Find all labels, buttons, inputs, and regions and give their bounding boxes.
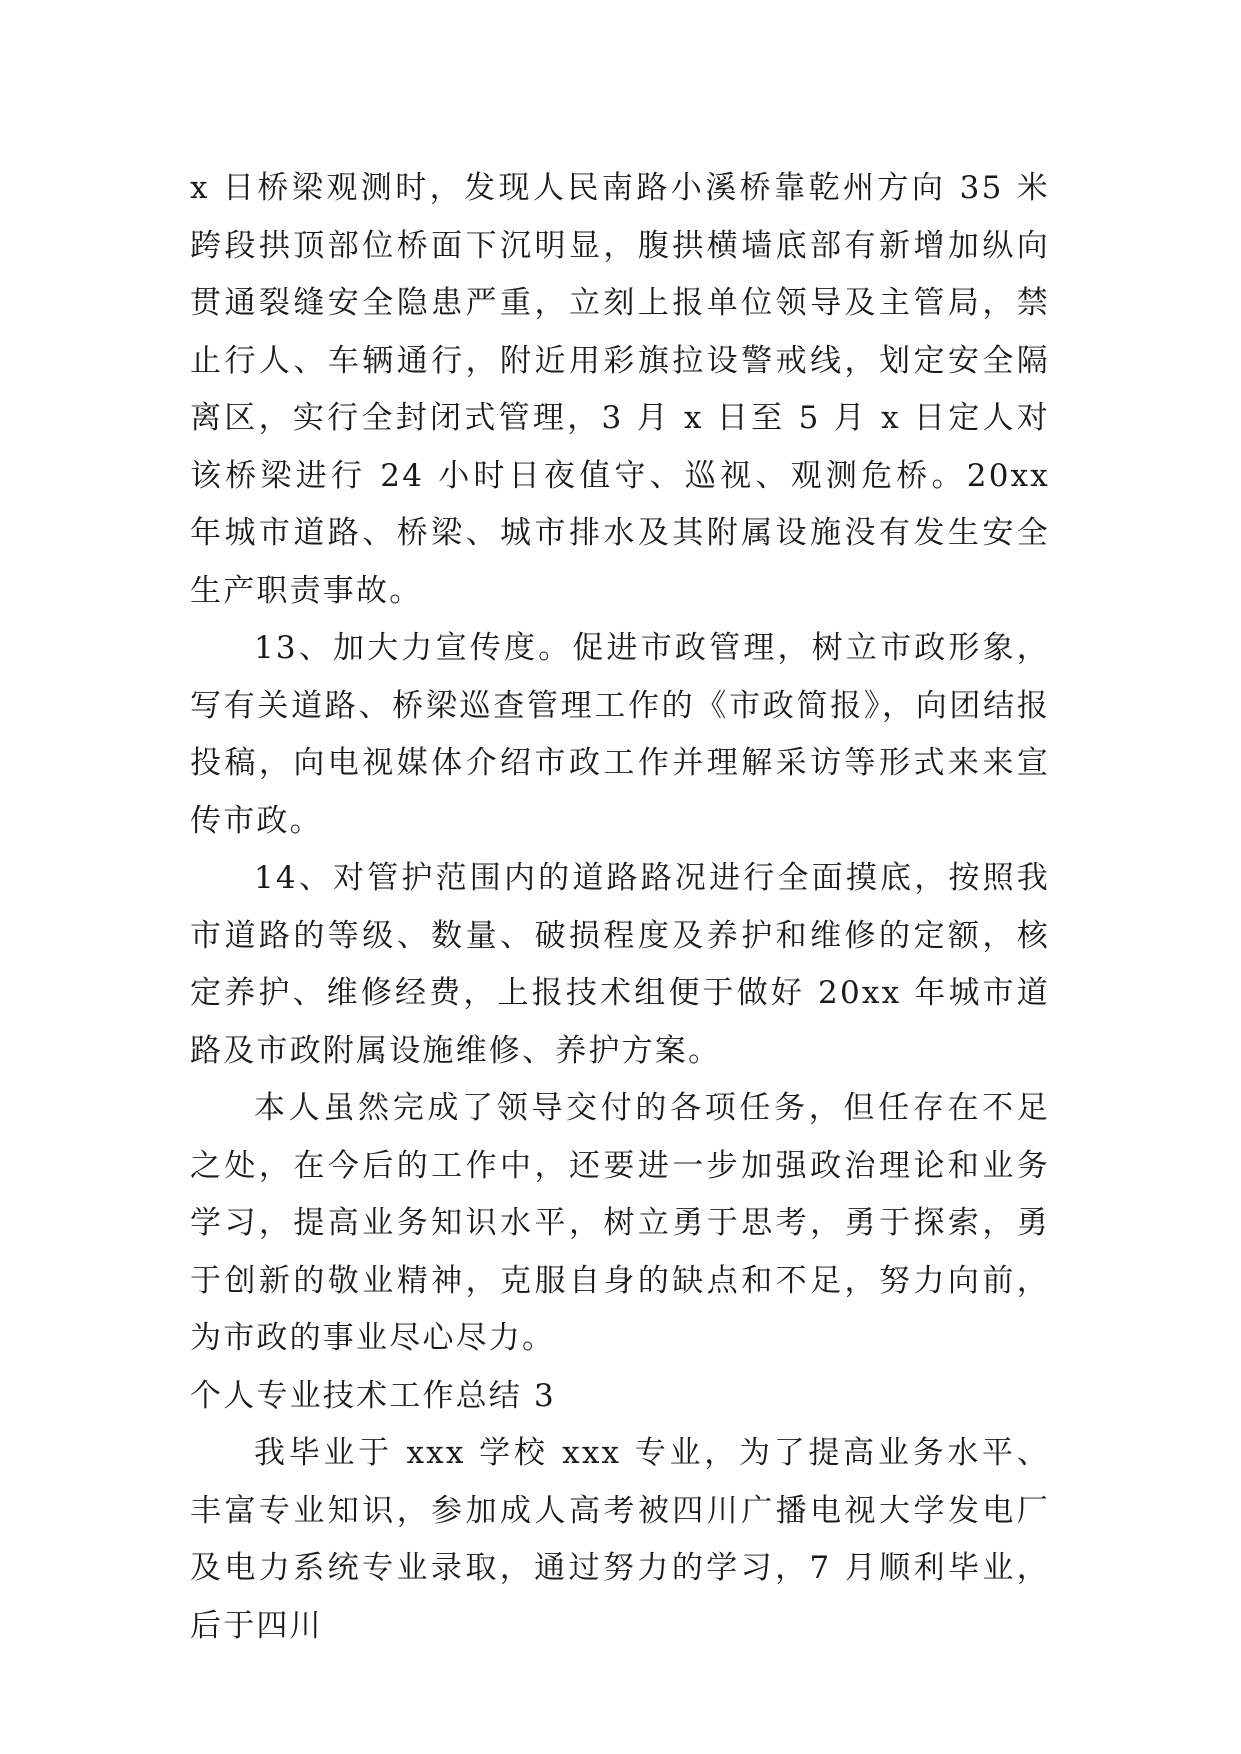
paragraph-bridge-inspection: x 日桥梁观测时，发现人民南路小溪桥靠乾州方向 35 米跨段拱顶部位桥面下沉明显，腹拱横墙底部有新增加纵向贯通裂缝安全隐患严重，立刻上报单位领导及主管局，禁止行人、车辆通行，附近用彩旗拉设警戒线，划定安全隔离区，实行全封闭式管理，3 月 x 日至 5 月 x 日定人对该桥梁进行 24 小时日夜值守、巡视、观测危桥。20xx 年城市道路、桥梁、城市排水及其附属设施没有发生安全生产职责事故。 xyxy=(190,170,1050,609)
paragraph-education-background: 我毕业于 xxx 学校 xxx 专业，为了提高业务水平、丰富专业知识，参加成人高考被四川广播电视大学发电厂及电力系统专业录取，通过努力的学习，7 月顺利毕业，后于四川 xyxy=(190,1435,1050,1644)
paragraph-item-13-publicity: 13、加大力宣传度。促进市政管理，树立市政形象，写有关道路、桥梁巡查管理工作的《市政简报》，向团结报投稿，向电视媒体介绍市政工作并理解采访等形式来来宣传市政。 xyxy=(190,630,1050,839)
section-heading: 个人专业技术工作总结 3 xyxy=(190,1377,556,1414)
paragraph-self-assessment: 本人虽然完成了领导交付的各项任务，但任存在不足之处，在今后的工作中，还要进一步加强政治理论和业务学习，提高业务知识水平，树立勇于思考，勇于探索，勇于创新的敬业精神，克服自身的缺点和不足，努力向前，为市政的事业尽心尽力。 xyxy=(190,1090,1050,1356)
document-body xyxy=(190,160,1050,1655)
paragraph-item-14-road-survey: 14、对管护范围内的道路路况进行全面摸底，按照我市道路的等级、数量、破损程度及养护和维修的定额，核定养护、维修经费，上报技术组便于做好 20xx 年城市道路及市政附属设施维修、养护方案。 xyxy=(190,860,1050,1069)
